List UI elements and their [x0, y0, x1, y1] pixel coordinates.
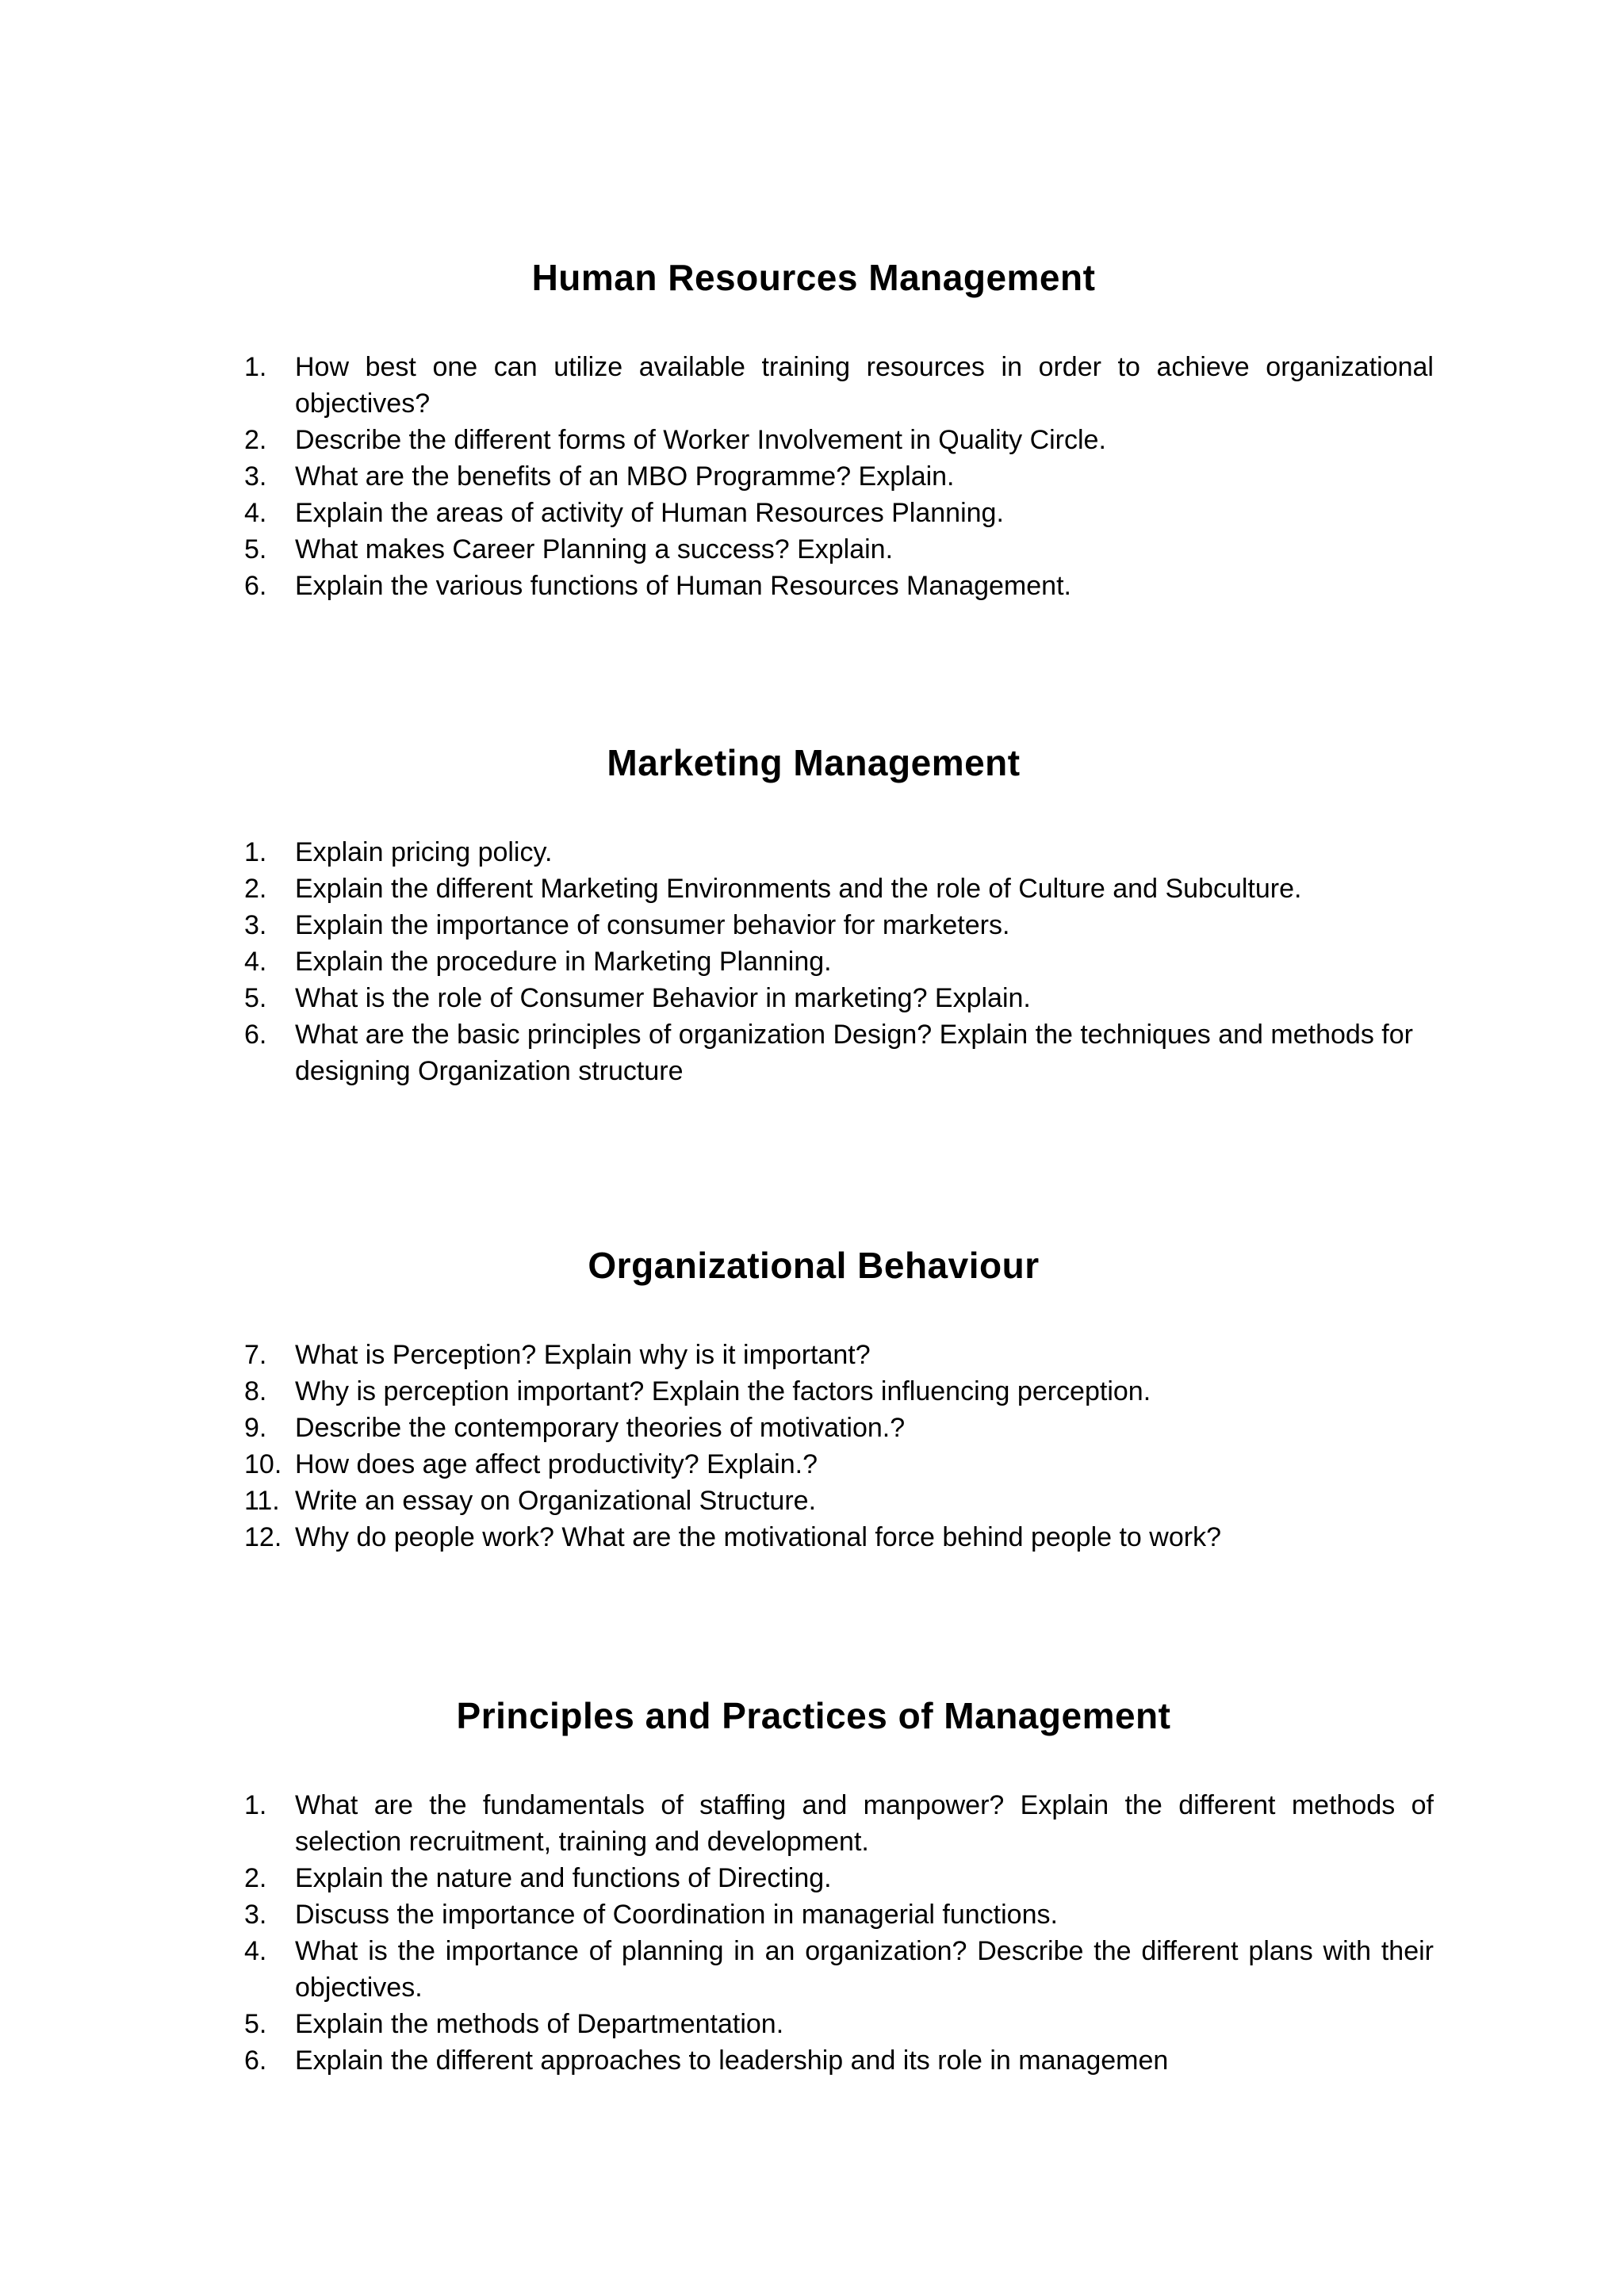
question-number: 11.: [244, 1486, 280, 1516]
question-number: 5.: [244, 534, 267, 564]
question-text: Why is perception important? Explain the factors influencing perception.: [295, 1376, 1151, 1406]
question-list: [244, 1337, 1434, 1556]
list-item: [244, 1373, 1434, 1410]
question-number: 2.: [244, 874, 267, 904]
list-item: [244, 568, 1434, 604]
question-number: 5.: [244, 2009, 267, 2039]
list-item: [244, 531, 1434, 568]
list-item: [244, 1483, 1434, 1519]
question-number: 2.: [244, 1863, 267, 1893]
question-list: [244, 834, 1434, 1089]
question-number: 1.: [244, 1790, 267, 1820]
list-item: [244, 1446, 1434, 1483]
question-text: Explain the methods of Departmentation.: [295, 2009, 784, 2039]
question-text: Explain the importance of consumer behavior for marketers.: [295, 910, 1010, 940]
question-text: Describe the contemporary theories of motivation.?: [295, 1413, 906, 1443]
section-title: Marketing Management: [607, 742, 1021, 783]
list-item: [244, 1016, 1434, 1089]
question-number: 6.: [244, 2045, 267, 2076]
question-number: 10.: [244, 1449, 282, 1479]
list-item: [244, 1519, 1434, 1556]
question-text: Explain the various functions of Human Resources Management.: [295, 571, 1071, 601]
section-title: Principles and Practices of Management: [456, 1695, 1171, 1736]
question-text: Explain the areas of activity of Human Resources Planning.: [295, 498, 1004, 528]
question-text: How best one can utilize available training resources in order to achieve organizational objectives?: [295, 352, 1434, 419]
question-number: 1.: [244, 837, 267, 867]
question-number: 5.: [244, 983, 267, 1013]
list-item: [244, 943, 1434, 980]
question-text: Explain the different Marketing Environments and the role of Culture and Subculture.: [295, 874, 1302, 904]
list-item: [244, 1860, 1434, 1896]
question-text: Describe the different forms of Worker Involvement in Quality Circle.: [295, 425, 1106, 455]
question-text: Explain the nature and functions of Directing.: [295, 1863, 832, 1893]
list-item: [244, 349, 1434, 422]
question-number: 12.: [244, 1522, 282, 1552]
question-number: 4.: [244, 1936, 267, 1966]
question-text: Write an essay on Organizational Structure.: [295, 1486, 817, 1516]
question-number: 6.: [244, 571, 267, 601]
list-item: [244, 2042, 1434, 2079]
question-number: 3.: [244, 461, 267, 492]
question-text: Why do people work? What are the motivational force behind people to work?: [295, 1522, 1221, 1552]
list-item: [244, 495, 1434, 531]
section-title: Organizational Behaviour: [588, 1245, 1040, 1286]
question-list: [244, 349, 1434, 604]
question-number: 4.: [244, 498, 267, 528]
question-text: How does age affect productivity? Explain.?: [295, 1449, 818, 1479]
list-item: [244, 907, 1434, 943]
list-item: [244, 1896, 1434, 1933]
list-item: [244, 834, 1434, 871]
list-item: [244, 1337, 1434, 1373]
question-number: 9.: [244, 1413, 267, 1443]
question-list: [244, 1787, 1434, 2079]
question-number: 3.: [244, 1900, 267, 1930]
question-number: 4.: [244, 947, 267, 977]
question-number: 2.: [244, 425, 267, 455]
question-number: 8.: [244, 1376, 267, 1406]
list-item: [244, 1410, 1434, 1446]
question-text: What is Perception? Explain why is it important?: [295, 1340, 871, 1370]
question-text: What makes Career Planning a success? Explain.: [295, 534, 894, 564]
question-text: What are the benefits of an MBO Programme? Explain.: [295, 461, 955, 492]
list-item: [244, 1787, 1434, 1860]
question-text: What are the fundamentals of staffing and manpower? Explain the different methods of selection recruitment, training and development.: [295, 1790, 1434, 1857]
list-item: [244, 458, 1434, 495]
question-text: Explain the procedure in Marketing Planning.: [295, 947, 832, 977]
list-item: [244, 871, 1434, 907]
question-text: What is the importance of planning in an organization? Describe the different plans with their objectives.: [295, 1936, 1434, 2003]
question-number: 3.: [244, 910, 267, 940]
list-item: [244, 422, 1434, 458]
question-text: Discuss the importance of Coordination in managerial functions.: [295, 1900, 1058, 1930]
question-number: 7.: [244, 1340, 267, 1370]
list-item: [244, 1933, 1434, 2006]
question-text: Explain the different approaches to leadership and its role in managemen: [295, 2045, 1169, 2076]
question-text: What is the role of Consumer Behavior in marketing? Explain.: [295, 983, 1031, 1013]
question-number: 1.: [244, 352, 267, 382]
question-number: 6.: [244, 1020, 267, 1050]
list-item: [244, 980, 1434, 1016]
list-item: [244, 2006, 1434, 2042]
section-title: Human Resources Management: [531, 257, 1096, 298]
question-text: What are the basic principles of organization Design? Explain the techniques and methods for designing Organization structure: [295, 1020, 1413, 1086]
question-text: Explain pricing policy.: [295, 837, 553, 867]
